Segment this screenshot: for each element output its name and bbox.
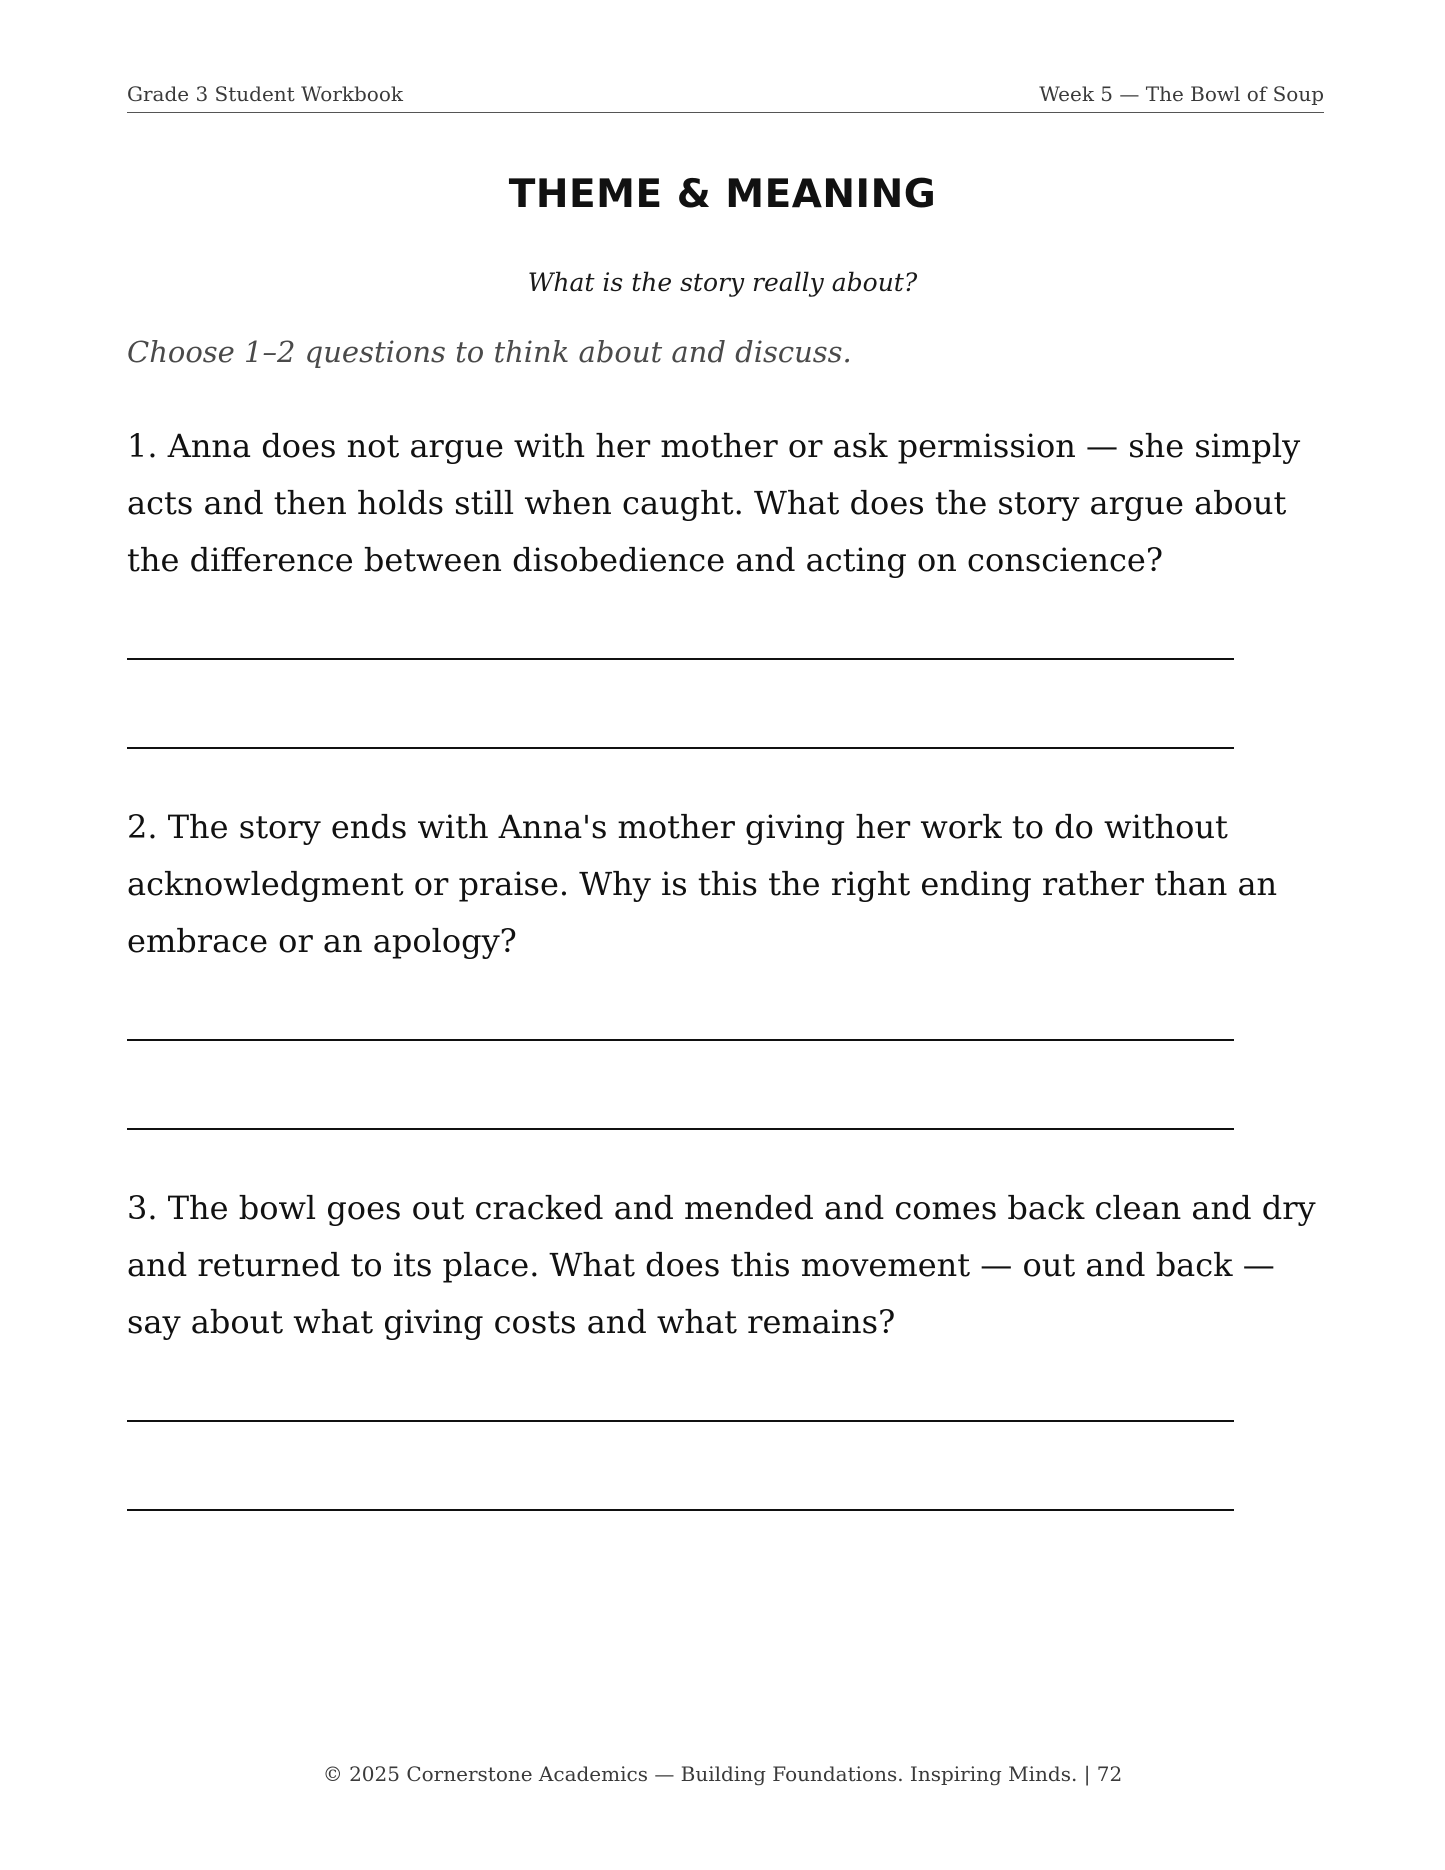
page-footer: © 2025 Cornerstone Academics — Building Foundations. Inspiring Minds. | 72 (322, 1762, 1123, 1786)
answer-line-1a[interactable] (127, 658, 1234, 660)
question-3: 3. The bowl goes out cracked and mended and comes back clean and dry and returned to its place. What does this movement — out and back — say about what giving costs and what remains? (127, 1189, 1316, 1341)
page-title: THEME & MEANING (508, 172, 937, 217)
answer-line-3b[interactable] (127, 1509, 1234, 1511)
header-workbook-title: Grade 3 Student Workbook (127, 82, 403, 106)
answer-line-2b[interactable] (127, 1128, 1234, 1130)
instructions: Choose 1–2 questions to think about and discuss. (127, 335, 852, 369)
answer-line-2a[interactable] (127, 1039, 1234, 1041)
question-1: 1. Anna does not argue with her mother or ask permission — she simply acts and then holds still when caught. What does the story argue about the difference between disobedience and acting on conscience? (127, 427, 1301, 579)
answer-line-3a[interactable] (127, 1420, 1234, 1422)
page-subtitle: What is the story really about? (527, 268, 918, 297)
header-week-title: Week 5 — The Bowl of Soup (1039, 82, 1324, 106)
question-2: 2. The story ends with Anna's mother giving her work to do without acknowledgment or praise. Why is this the right ending rather than an embrace or an apology? (127, 808, 1278, 960)
running-header (127, 82, 1324, 113)
answer-line-1b[interactable] (127, 747, 1234, 749)
